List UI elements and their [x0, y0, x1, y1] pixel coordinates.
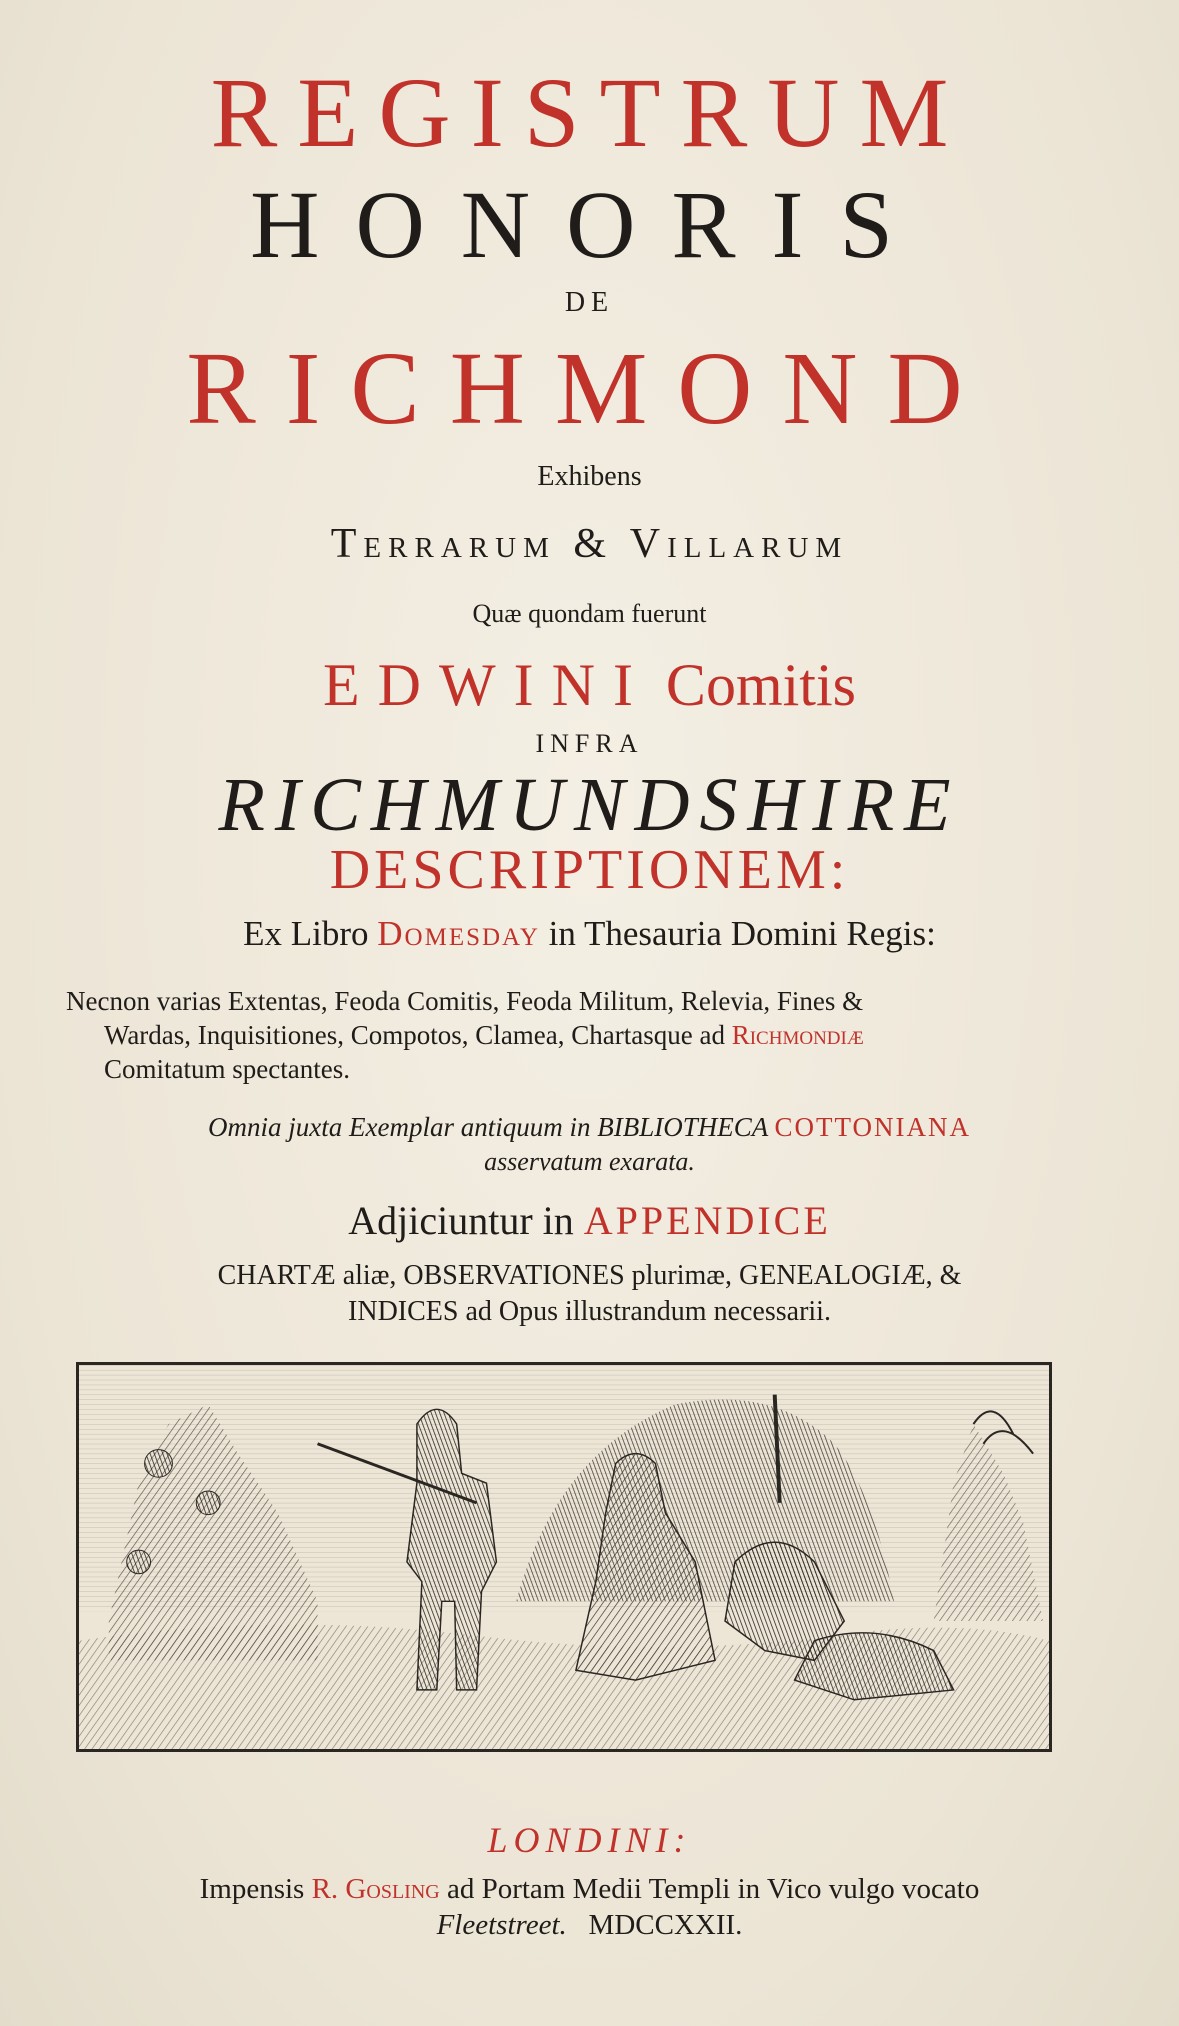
appendice-word: APPENDICE [583, 1198, 831, 1243]
thesauria-text: in Thesauria Domini Regis: [548, 914, 936, 953]
ex-libro-text: Ex Libro [243, 914, 369, 953]
cottoniana-word: COTTONIANA [774, 1112, 971, 1142]
adjiciuntur-line [0, 1196, 1179, 1246]
necnon-line-3: Comitatum spectantes. [104, 1054, 350, 1084]
impensis-line [0, 1870, 1179, 1908]
title-registrum: REGISTRUM [210, 57, 969, 168]
infra-line: INFRA [535, 729, 644, 758]
title-richmond: RICHMOND [186, 331, 993, 446]
printer-name: R. Gosling [311, 1873, 440, 1905]
necnon-line-2-text: Wardas, Inquisitiones, Compotos, Clamea, Chartasque ad [104, 1020, 725, 1050]
imprint-year: MDCCXXII. [588, 1909, 743, 1941]
fleetstreet-word: Fleetstreet. [436, 1909, 567, 1941]
fleetstreet-line [0, 1906, 1179, 1944]
edwini-name: EDWINI [323, 652, 651, 718]
asservatum-line: asservatum exarata. [484, 1147, 695, 1176]
adjiciuntur-text: Adjiciuntur in [348, 1198, 574, 1243]
edwini-line [0, 650, 1179, 720]
domesday-word: Domesday [377, 914, 540, 953]
necnon-line-2 [104, 1018, 1154, 1053]
engraving-illustration [76, 1362, 1052, 1752]
title-honoris: HONORIS [250, 171, 929, 278]
necnon-line-1: Necnon varias Extentas, Feoda Comitis, Feoda Militum, Relevia, Fines & [66, 986, 864, 1016]
impensis-text: Impensis [199, 1873, 305, 1905]
richmundshire-line: RICHMUNDSHIRE [218, 763, 961, 847]
londini-line: LONDINI: [487, 1820, 692, 1860]
terrarum-line: Terrarum & Villarum [330, 521, 849, 567]
omnia-line [0, 1110, 1179, 1144]
chartae-line: CHARTÆ aliæ, OBSERVATIONES plurimæ, GENEALOGIÆ, & [217, 1260, 962, 1291]
title-de: DE [564, 287, 615, 318]
indices-line: INDICES ad Opus illustrandum necessarii. [348, 1296, 831, 1327]
richmondiae-word: Richmondiæ [731, 1020, 864, 1050]
impensis-address: ad Portam Medii Templi in Vico vulgo vocato [446, 1873, 980, 1905]
comitis-word: Comitis [665, 652, 856, 718]
exhibens-line: Exhibens [537, 461, 642, 492]
descriptionem-line: DESCRIPTIONEM: [329, 839, 850, 901]
ex-libro-line [0, 912, 1179, 956]
quae-line: Quæ quondam fuerunt [472, 599, 707, 628]
omnia-text: Omnia juxta Exemplar antiquum in BIBLIOTHECA [208, 1112, 768, 1142]
engraving-art [79, 1365, 1049, 1749]
